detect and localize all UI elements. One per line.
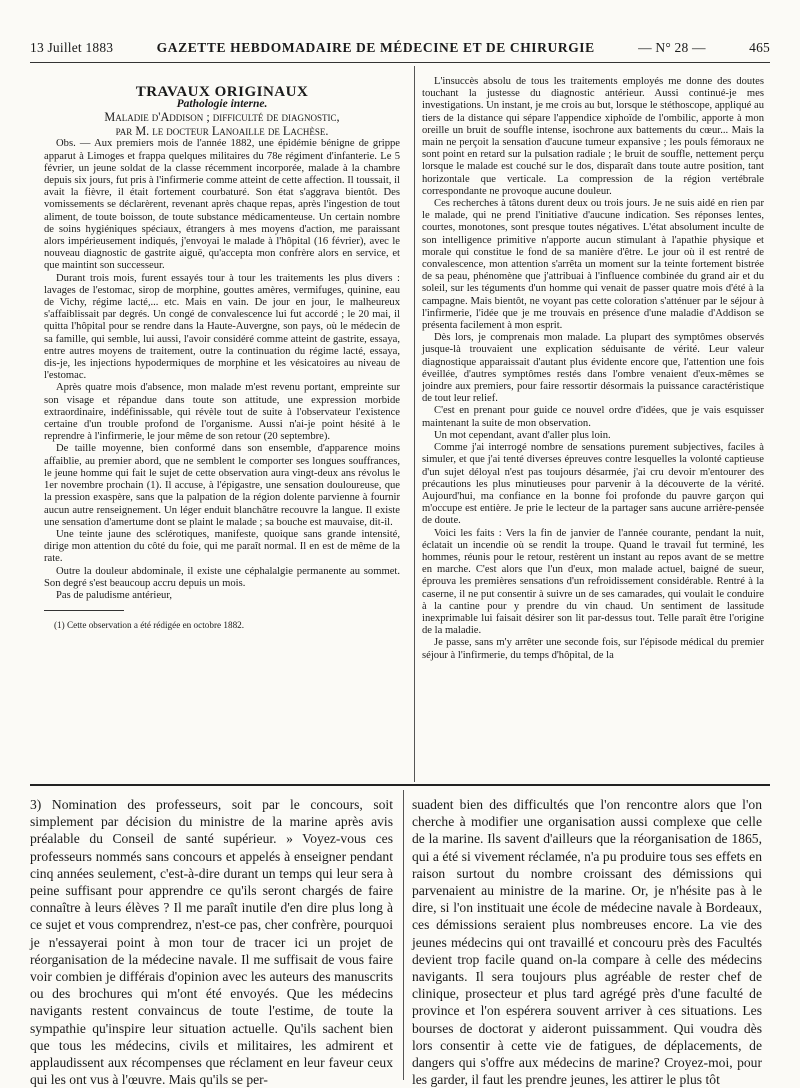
paragraph: Après quatre mois d'absence, mon malade m'est revenu portant, empreinte sur son visage et répandue dans toute son attitude, une expression morbide extraordinaire, indéfinissable, qui révèle tout de suite à l'observateur l'existence certaine d'un trouble profond de l'organisme. Aussi n'ai-je point hésité à le reprendre à l'infirmerie, le jour même de son retour (20 septembre).: [44, 382, 400, 443]
article-author: par M. le docteur Lanoaille de Lachèse.: [115, 124, 329, 139]
paragraph: Obs. — Aux premiers mois de l'année 1882, une épidémie bénigne de grippe apparut à Limoges et frappa quelques militaires du 78e régiment d'infanterie. Le 5 février, un jeune soldat de la classe récemment incorporée, malade à la chambre depuis six jours, fut pris à l'infirmerie comme atteint de cette affection. Il toussait, il avait la fièvre, il était fortement courbaturé. Son état s'aggrava bientôt. Des vomissements se déclarèrent, revenant après chaque repas, après l'ingestion de tout aliment, de toute boisson, de toute substance médicamenteuse. Un certain nombre de soins hygiéniques spéciaux, étrangers à mes moyens d'action, me paraissant alors impérieusement indiqués, j'envoyai le malade à l'hôpital (16 février), avec le nouveau diagnostic de gastrite aiguë, qu'accepta mon confrère alors en service, et que maintint son successeur.: [44, 138, 400, 272]
section-title: TRAVAUX ORIGINAUX: [135, 84, 309, 100]
paragraph: Pas de paludisme antérieur,: [56, 589, 173, 601]
footnote-rule: [44, 610, 124, 611]
paragraph: De taille moyenne, bien conformé dans son ensemble, d'apparence moins affaiblie, au premier abord, que ne semblent le comporter ses longues souffrances, le jeune homme qui fait le sujet de cette observation aura vingt-deux ans révolus le 1er novembre prochain (1). Il accuse, à l'épigastre, une sensation douloureuse, que la pression exaspère, sans que la palpation de la région dolente parvienne à fournir aucun autre renseignement. Un léger enduit blanchâtre recouvre la langue. Il existe une sensation d'amertume dont se plaint le malade ; sa bouche est mauvaise, dit-il.: [44, 443, 400, 528]
left-column: [44, 86, 400, 631]
right-column: [422, 76, 764, 662]
paragraph: Je passe, sans m'y arrêter une seconde fois, sur l'épisode médical du premier séjour à l'infirmerie, du temps d'hôpital, de la: [422, 637, 764, 661]
journal-title: GAZETTE HEBDOMADAIRE DE MÉDECINE ET DE CHIRURGIE: [156, 40, 595, 55]
footnote: (1) Cette observation a été rédigée en octobre 1882.: [54, 620, 245, 631]
subsection-title: Pathologie interne.: [176, 98, 268, 111]
column-divider: [414, 66, 415, 782]
bottom-left-column: [30, 796, 393, 1088]
bottom-column-divider: [403, 790, 404, 1080]
header-rule: [30, 62, 770, 63]
paragraph: Outre la douleur abdominale, il existe une céphalalgie permanente au sommet. Son degré s'est beaucoup accru depuis un mois.: [44, 565, 400, 589]
paragraph: C'est en prenant pour guide ce nouvel ordre d'idées, que je vais esquisser maintenant la suite de mon observation.: [422, 405, 764, 429]
paragraph: Dès lors, je comprenais mon malade. La plupart des symptômes observés jusque-là trouvaient une explication séduisante de vérité. Leur valeur diagnostique apparaissait d'autant plus évidente encore que, l'attention une fois éveillée, d'autres symptômes restés dans l'ombre venaient d'eux-mêmes se joindre aux premiers, pour faire ressortir désormais la puissance caractéristique de tout leur relief.: [422, 332, 764, 405]
paragraph: Comme j'ai interrogé nombre de sensations purement subjectives, faciles à simuler, et que j'ai tenté diverses épreuves contre lesquelles la volonté captieuse d'un sujet déloyal n'est pas toujours désarmée, j'ai cru devoir m'entourer des précautions les plus minutieuses pour parvenir à la découverte de la vérité. Aujourd'hui, ma confiance en la bonne foi profonde du pauvre garçon qui m'occupe est entière. Je prie le lecteur de la partager sans aucune arrière-pensée de doute.: [422, 442, 764, 527]
bottom-right-column: [412, 796, 762, 1088]
section-separator: [30, 784, 770, 786]
paragraph: L'insuccès absolu de tous les traitements employés me donne des doutes touchant la justesse du diagnostic antérieur. Aussi continué-je mes investigations. Un instant, je me crois au but, lorsque le stéthoscope, appliqué au tiers de la distance qui sépare l'appendice xiphoïde de l'ombilic, apporte à mon oreille un bruit de souffle intense, isochrone aux battements du cœur... Mais la main ne perçoit la sensation d'aucune tumeur expansive ; les pouls fémoraux ne sont point en retard sur la pulsation radiale ; le bruit de souffle, nettement perçu lorsque le malade est couché sur le dos, disparaît dans toute autre position, tant horizontale que verticale. La compression de la région vertébrale correspondante ne provoque aucune douleur.: [422, 76, 764, 197]
article-title: [44, 110, 400, 138]
article-title-line: Maladie d'Addison ; difficulté de diagnostic,: [104, 110, 340, 125]
issue-number: — N° 28 —: [638, 40, 706, 55]
page-number: 465: [749, 40, 770, 55]
paragraph: Voici les faits : Vers la fin de janvier de l'année courante, pendant la nuit, éclatait un incendie où se rendit la troupe. Quand le travail fut terminé, les hommes, réunis pour le retour, restèrent un instant au repos avant de se mettre en marche. C'est alors que l'un d'eux, mon malade actuel, baigné de sueur, éprouva les premières sensations d'un refroidissement considérable. Rentré à la caserne, il ne put consentir à suivre un de ses camarades, qui voulait le conduire à la cantine pour y prendre du vin chaud. Un sentiment de lassitude inexprimable lui faisait désirer son lit par-dessus tout. Telle paraît être l'origine de la maladie.: [422, 527, 764, 637]
paragraph: suadent bien des difficultés que l'on rencontre alors que l'on cherche à modifier une organisation aussi complexe que celle de la marine. Ils savent d'ailleurs que la réorganisation de 1865, qui a été si vivement réclamée, n'a pu produire tous ses effets en raison surtout du nombre croissant des démissions qui parvenaient au ministre de la marine. Or, je n'hésite pas à le dire, si l'on instituait une école de médecine navale à Bordeaux, ces démissions seraient plus nombreuses encore. La vie des jeunes médecins qui ont travaillé et concouru près des Facultés devient trop facile quand on-la compare à celle des médecins navigants. Il sera toujours plus agréable de rester chef de clinique, prosecteur et plus tard agrégé près d'une faculté de province et l'on espérera souvent arriver à ces situations. Les bourses de doctorat y aideront puissamment. Qui voudra dès lors consentir à cette vie de fatigues, de déplacements, de dangers qui s'offre aux médecins de marine? Croyez-moi, pour les garder, il faut les prendre jeunes, les attirer le plus tôt: [412, 797, 762, 1088]
paragraph: Ces recherches à tâtons durent deux ou trois jours. Je ne suis aidé en rien par le malade, qui ne prend l'initiative d'aucune indication. Ses réponses lentes, courtes, monotones, sont presque toutes négatives. L'état absolument inculte de son intelligence primitive n'apporte aucun stimulant à l'apathie physique et morale qui constitue le fond de sa manière d'être. Le jour où il est rentré de convalescence, mon attention s'arrêta un moment sur la teinte fortement bistrée de sa peau, phénomène que j'attribuai à l'influence combinée du grand air et du soleil, sur les téguments d'un homme qui venait de passer quatre mois d'été à la campagne. Mais bientôt, ne voyant pas cette coloration s'atténuer par le séjour à l'infirmerie, l'idée que je me trouvais en présence d'une maladie d'Addison se présenta facilement à mon esprit.: [422, 198, 764, 332]
paragraph: Une teinte jaune des sclérotiques, manifeste, quoique sans grande intensité, dirige mon attention du côté du foie, qui me paraît normal. Il en est de même de la rate.: [44, 528, 400, 565]
issue-date: 13 Juillet 1883: [30, 40, 114, 55]
paragraph: Durant trois mois, furent essayés tour à tour les traitements les plus divers : lavages de l'estomac, sirop de morphine, gouttes amères, vermifuges, quinine, eau de Vichy, régime lacté,... etc. Mais en vain. De jour en jour, le malheureux s'affaiblissait par degrés. Un congé de convalescence lui fut accordé ; le 20 mai, il quitta l'hôpital pour se rendre dans la Haute-Auvergne, son pays, où le médecin de sa famille, qui semble, lui aussi, l'avoir considéré comme atteint de gastrite, essaya, entre autres moyens de traitement, outre la continuation du régime lacté, essaya, dis-je, les injections hypodermiques de morphine et les vésicatoires au niveau de l'estomac.: [44, 272, 400, 382]
paragraph: Un mot cependant, avant d'aller plus loin.: [434, 429, 611, 441]
running-head: [30, 40, 770, 56]
paragraph: 3) Nomination des professeurs, soit par le concours, soit simplement par décision du ministre de la marine après avis préalable du Conseil de santé supérieur. » Voyez-vous ces professeurs nommés sans concours et appelés à enseigner pendant cinq années seulement, c'est-à-dire durant un temps qui leur sera à peine suffisant pour apprendre ce qu'ils seront chargés de faire connaître à leurs élèves ? Il me paraît inutile d'en dire plus long à ce sujet et vous comprendrez, n'est-ce pas, cher confrère, pourquoi je n'essayerai point à mon tour de tracer ici un projet de réorganisation de la médecine navale. Il me suffisait de vous faire voir combien je différais d'opinion avec les auteurs des manuscrits ou des brochures qui m'ont été envoyés. Que les médecins navigants restent convaincus de toute l'estime, de toute la sympathie qu'inspire leur situation actuelle. Qu'ils sachent bien que tous les médecins, civils et militaires, les admirent et applaudissent aux récompenses que réclament en leur faveur ceux qui les ont vus à l'œuvre. Mais qu'ils se per-: [30, 797, 393, 1088]
